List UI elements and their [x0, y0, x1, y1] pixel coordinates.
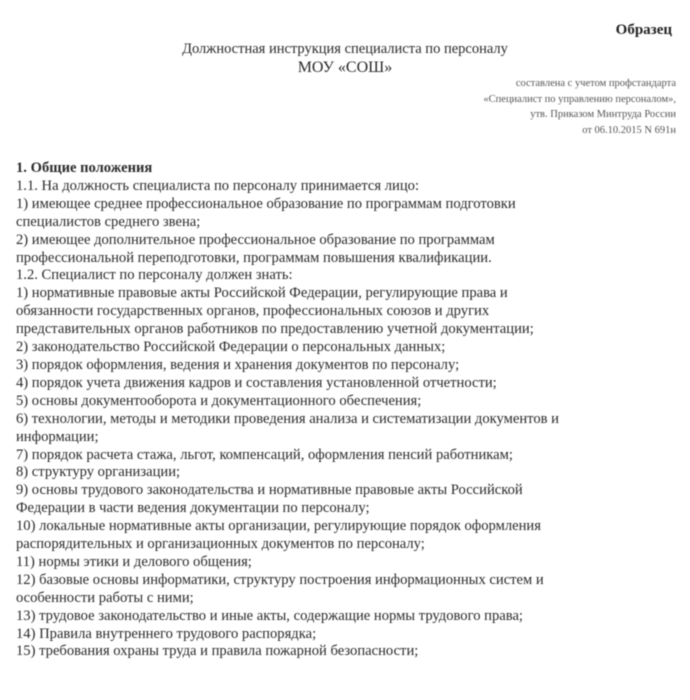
body-line: 1.2. Специалист по персоналу должен знать: — [16, 267, 293, 284]
body-line: 11) нормы этики и делового общения; — [16, 553, 252, 570]
body-line: 1.1. На должность специалиста по персоналу принимается лицо: — [16, 177, 420, 194]
approval-line: «Специалист по управлению персоналом», — [483, 93, 676, 105]
approval-note — [483, 76, 676, 138]
body-line: 8) структуру организации; — [16, 464, 181, 481]
document-body — [16, 160, 680, 661]
body-line: 13) трудовое законодательство и иные акты, содержащие нормы трудового права; — [16, 607, 523, 624]
body-line: 2) имеющее дополнительное профессиональное образование по программам — [16, 231, 495, 248]
body-line: 3) порядок оформления, ведения и хранения документов по персоналу; — [16, 356, 460, 373]
sample-label: Образец — [615, 22, 672, 38]
body-line: 14) Правила внутреннего трудового распорядка; — [16, 625, 317, 642]
approval-line: от 06.10.2015 N 691н — [582, 124, 676, 136]
body-line: 1) имеющее среднее профессиональное образование по программам подготовки — [16, 195, 516, 212]
section-heading: 1. Общие положения — [16, 160, 153, 176]
body-line: 2) законодательство Российской Федерации о персональных данных; — [16, 339, 446, 356]
title-line: Должностная инструкция специалиста по персоналу — [182, 41, 508, 57]
body-line: распорядительных и организационных документов по персоналу; — [16, 536, 425, 553]
approval-line: составлена с учетом профстандарта — [515, 78, 676, 89]
title-organization: МОУ «СОШ» — [297, 59, 393, 76]
body-line: профессиональной переподготовки, программам повышения квалификации. — [16, 249, 492, 266]
body-line: 10) локальные нормативные акты организации, регулирующие порядок оформления — [16, 518, 541, 535]
body-line: информации; — [16, 428, 99, 445]
body-line: 15) требования охраны труда и правила пожарной безопасности; — [16, 643, 419, 660]
body-line: 6) технологии, методы и методики проведения анализа и систематизации документов и — [16, 410, 559, 427]
body-line: 7) порядок расчета стажа, льгот, компенсаций, оформления пенсий работникам; — [16, 446, 513, 463]
body-line: Федерации в части ведения документации по персоналу; — [16, 500, 370, 517]
approval-line: утв. Приказом Минтруда России — [530, 109, 676, 120]
body-line: обязанности государственных органов, профессиональных союзов и других — [16, 303, 490, 320]
document-title — [0, 40, 690, 78]
body-line: особенности работы с ними; — [16, 589, 194, 606]
body-line: 9) основы трудового законодательства и нормативные правовые акты Российской — [16, 482, 523, 499]
body-line: 4) порядок учета движения кадров и составления установленной отчетности; — [16, 374, 497, 391]
body-line: 1) нормативные правовые акты Российской Федерации, регулирующие права и — [16, 285, 508, 302]
body-line: специалистов среднего звена; — [16, 213, 201, 230]
body-line: 5) основы документооборота и документационного обеспечения; — [16, 392, 422, 409]
body-line: 12) базовые основы информатики, структуру построения информационных систем и — [16, 571, 544, 588]
body-line: представительных органов работников по предоставлению учетной документации; — [16, 321, 534, 338]
